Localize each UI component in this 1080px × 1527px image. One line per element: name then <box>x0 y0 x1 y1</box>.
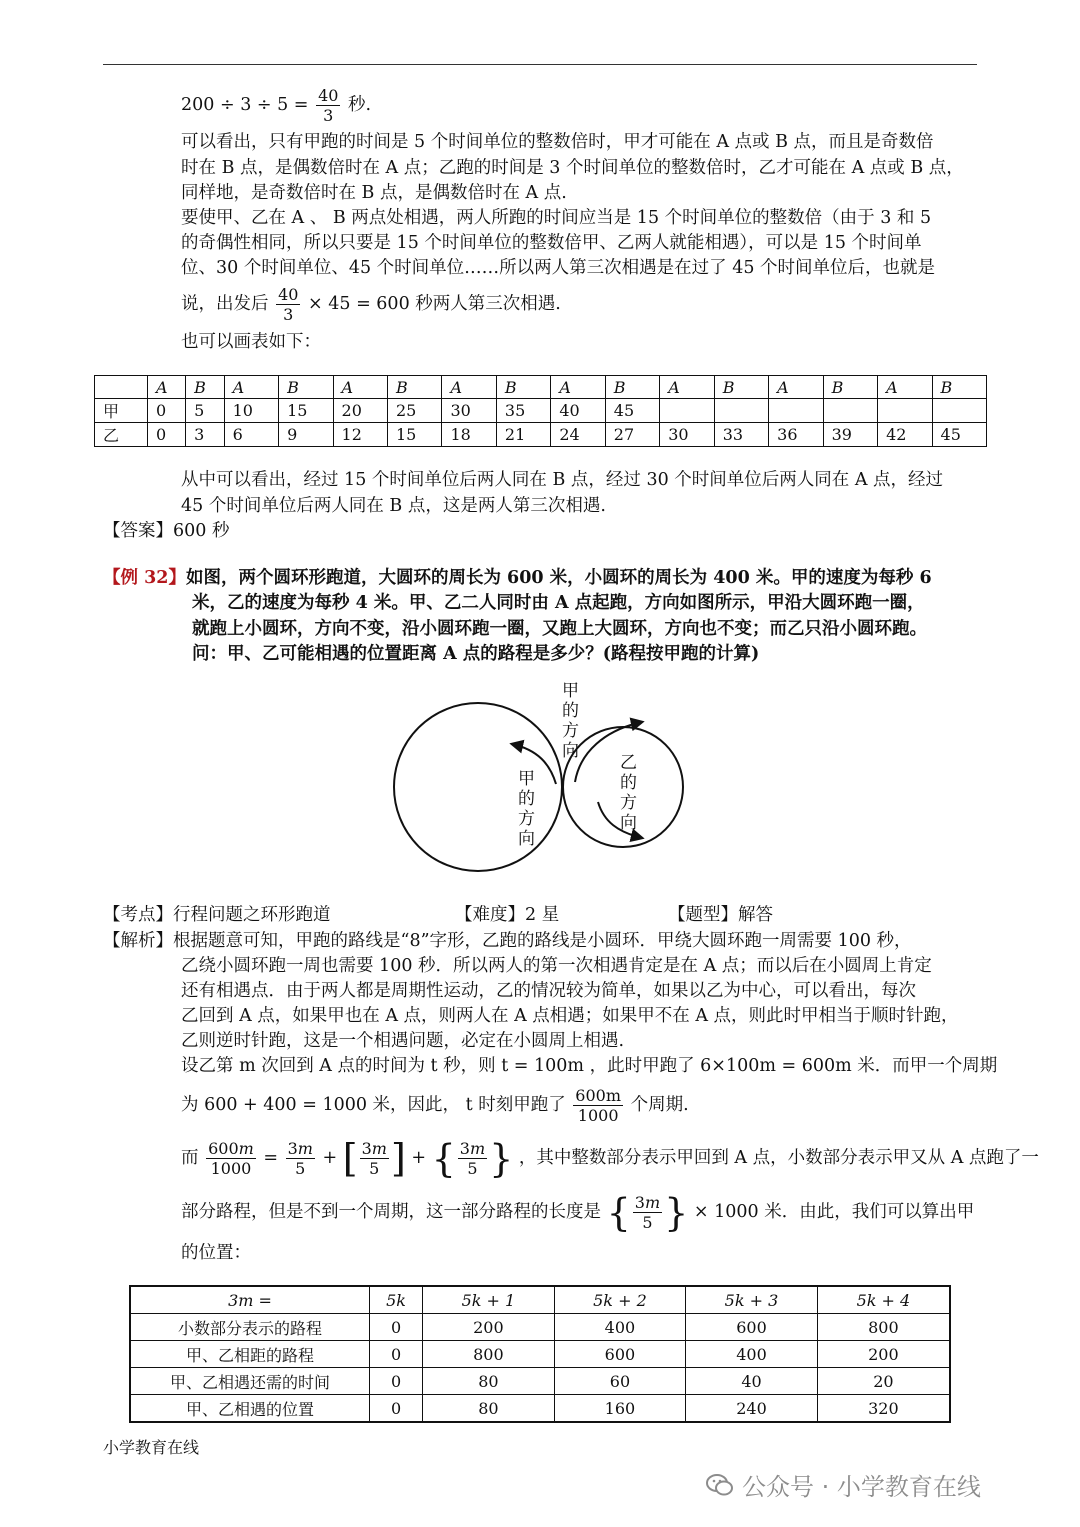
table-cell: 0 <box>148 399 186 423</box>
table-cell: 5k + 1 <box>423 1286 555 1314</box>
table-cell: 800 <box>423 1341 555 1368</box>
table-row <box>130 1341 950 1368</box>
jiexi-label: 【解析】 <box>103 931 173 951</box>
para3-line2: 45 个时间单位后两人同在 B 点，这是两人第三次相遇. <box>181 496 606 516</box>
para2-line1: 要使甲、乙在 A 、 B 两点处相遇，两人所跑的时间应当是 15 个时间单位的整数倍（由于 3 和 5 <box>181 208 932 228</box>
table-cell: 甲 <box>95 399 148 423</box>
svg-text:的: 的 <box>562 701 579 721</box>
table-cell: B <box>932 376 986 399</box>
table-cell: 12 <box>333 423 387 447</box>
table-cell: 20 <box>817 1368 950 1395</box>
para1-line2: 时在 B 点，是偶数倍时在 A 点；乙跑的时间是 3 个时间单位的整数倍时，乙才可能在 A 点或 B 点， <box>181 158 964 178</box>
table-cell: 3m = <box>130 1286 370 1314</box>
jiexi-line3: 还有相遇点．由于两人都是周期性运动，乙的情况较为简单，如果以乙为中心，可以看出，每次 <box>181 981 916 1001</box>
answer-label: 【答案】 <box>103 521 173 541</box>
header-rule <box>103 64 977 65</box>
label-top: 甲 <box>562 681 579 701</box>
jiexi-line1: 【解析】根据题意可知，甲跑的路线是“8”字形，乙跑的路线是小圆环．甲绕大圆环跑一周需要 100 秒， <box>103 931 912 951</box>
meta-tixing: 【题型】解答 <box>668 905 773 925</box>
table-cell: 15 <box>279 399 333 423</box>
table-cell: 24 <box>551 423 605 447</box>
table-cell: 10 <box>224 399 278 423</box>
table-cell: 39 <box>823 423 877 447</box>
svg-text:方: 方 <box>620 793 637 813</box>
table-cell: B <box>279 376 333 399</box>
table-cell: 35 <box>496 399 550 423</box>
table-cell <box>878 399 932 423</box>
table-cell: B <box>605 376 659 399</box>
table-intro: 也可以画表如下： <box>181 332 321 352</box>
para3-line1: 从中可以看出，经过 15 个时间单位后两人同在 B 点，经过 30 个时间单位后两人同在 A 点，经过 <box>181 470 944 490</box>
table-cell: 42 <box>878 423 932 447</box>
table-cell: B <box>714 376 768 399</box>
jiexi-line6: 设乙第 m 次回到 A 点的时间为 t 秒，则 t = 100m ，此时甲跑了 6×100m = 600m 米．而甲一个周期 <box>181 1056 998 1076</box>
table-cell: 45 <box>932 423 986 447</box>
jiexi-line9: 部分路程，但是不到一个周期，这一部分路程的长度是 { $\frac{3m}{5}$ } × 1000 米．由此，我们可以算出甲 <box>181 1190 975 1235</box>
meta-kaodian: 【考点】行程问题之环形跑道 <box>103 905 331 925</box>
table-cell: A <box>333 376 387 399</box>
table-cell: 200 <box>423 1314 555 1341</box>
table-cell: 0 <box>370 1314 423 1341</box>
table-cell: 6 <box>224 423 278 447</box>
table-cell: 0 <box>370 1395 423 1423</box>
table-cell: 甲、乙相遇的位置 <box>130 1395 370 1423</box>
table-cell: 33 <box>714 423 768 447</box>
table-cell: 320 <box>817 1395 950 1423</box>
table-row <box>130 1395 950 1423</box>
table-cell: 27 <box>605 423 659 447</box>
svg-text:方: 方 <box>562 721 579 741</box>
svg-text:向: 向 <box>620 813 637 833</box>
table-cell: 5k <box>370 1286 423 1314</box>
table-cell <box>660 399 714 423</box>
table-cell: 小数部分表示的路程 <box>130 1314 370 1341</box>
jiexi-line8: 而 $\frac{600m}{1000}$ = $\frac{3m}{5}$ + [ $\frac{3m}{5}$ ] + { $\frac{3m}{5}$ } ，其中整数部分表示甲回到 A 点，小数部分表示甲又从 A 点跑了一 <box>181 1136 1039 1181</box>
example-line1: 【例 32】如图，两个圆环形跑道，大圆环的周长为 600 米，小圆环的周长为 400 米。甲的速度为每秒 6 <box>103 568 932 588</box>
table-cell: 160 <box>554 1395 686 1423</box>
large-circle <box>394 703 562 871</box>
jiexi-line5: 乙则逆时针跑，这是一个相遇问题，必定在小圆周上相遇. <box>181 1031 625 1051</box>
para1-line1: 可以看出，只有甲跑的时间是 5 个时间单位的整数倍时，甲才可能在 A 点或 B 点，而且是奇数倍 <box>181 132 934 152</box>
table-cell <box>769 399 823 423</box>
jiexi-line10: 的位置： <box>181 1243 251 1263</box>
table-cell: 40 <box>686 1368 818 1395</box>
table-cell: 5k + 4 <box>817 1286 950 1314</box>
table-cell: 240 <box>686 1395 818 1423</box>
svg-text:向: 向 <box>562 741 579 761</box>
table-cell: 600 <box>554 1341 686 1368</box>
table-cell: 80 <box>423 1395 555 1423</box>
table-cell: 45 <box>605 399 659 423</box>
position-table-header <box>130 1286 950 1314</box>
jiexi-line7: 为 600 + 400 = 1000 米，因此， t 时刻甲跑了 $\frac{600m}{1000}$ 个周期. <box>181 1086 689 1125</box>
equation-1: 200 ÷ 3 ÷ 5 = $\frac{40}{3}$ 秒. <box>181 86 372 125</box>
para2-line2: 的奇偶性相同，所以只要是 15 个时间单位的整数倍甲、乙两人就能相遇），可以是 15 个时间单 <box>181 233 922 253</box>
jiexi-line4: 乙回到 A 点，如果甲也在 A 点，则两人在 A 点相遇；如果甲不在 A 点，则此时甲相当于顺时针跑， <box>181 1006 959 1026</box>
wechat-icon <box>706 1473 734 1497</box>
table-cell: 400 <box>686 1341 818 1368</box>
table-row-jia <box>95 399 987 423</box>
example-label: 【例 32】 <box>103 568 186 588</box>
example-line2: 米，乙的速度为每秒 4 米。甲、乙二人同时由 A 点起跑，方向如图所示，甲沿大圆环跑一圈， <box>192 593 925 613</box>
table-cell <box>714 399 768 423</box>
table-cell: 甲、乙相遇还需的时间 <box>130 1368 370 1395</box>
table-cell: 0 <box>370 1368 423 1395</box>
answer <box>103 519 229 543</box>
table-cell: A <box>442 376 496 399</box>
equation-2: 说，出发后 $\frac{40}{3}$ × 45 = 600 秒两人第三次相遇. <box>181 285 561 324</box>
time-table <box>94 375 987 447</box>
table-cell: 9 <box>279 423 333 447</box>
time-table-header <box>95 376 987 399</box>
table-cell: 60 <box>554 1368 686 1395</box>
table-cell: 30 <box>660 423 714 447</box>
example-line3: 就跑上小圆环，方向不变，沿小圆环跑一圈，又跑上大圆环，方向也不变；而乙只沿小圆环跑。 <box>192 619 927 639</box>
table-cell: 80 <box>423 1368 555 1395</box>
table-cell: 800 <box>817 1314 950 1341</box>
para1-line3: 同样地，是奇数倍时在 B 点，是偶数倍时在 A 点. <box>181 183 567 203</box>
table-cell <box>823 399 877 423</box>
table-row <box>130 1314 950 1341</box>
table-cell: A <box>551 376 605 399</box>
table-cell: 15 <box>387 423 441 447</box>
two-circles-diagram <box>380 672 700 892</box>
watermark: 公众号 · 小学教育在线 <box>706 1467 981 1502</box>
table-cell: A <box>660 376 714 399</box>
table-cell: 30 <box>442 399 496 423</box>
table-cell <box>95 376 148 399</box>
svg-text:向: 向 <box>518 829 535 849</box>
table-cell: 0 <box>148 423 186 447</box>
table-cell: 36 <box>769 423 823 447</box>
table-row <box>130 1368 950 1395</box>
table-cell: 5k + 2 <box>554 1286 686 1314</box>
table-cell: A <box>148 376 186 399</box>
table-cell: 21 <box>496 423 550 447</box>
table-cell: B <box>496 376 550 399</box>
svg-text:的: 的 <box>620 773 637 793</box>
label-left: 甲 <box>518 769 535 789</box>
svg-text:方: 方 <box>518 809 535 829</box>
table-cell: 0 <box>370 1341 423 1368</box>
table-cell: 乙 <box>95 423 148 447</box>
table-cell: A <box>769 376 823 399</box>
table-cell: B <box>387 376 441 399</box>
table-cell: B <box>823 376 877 399</box>
table-cell <box>932 399 986 423</box>
meta-nandu: 【难度】2 星 <box>455 905 560 925</box>
table-cell: A <box>878 376 932 399</box>
position-table <box>129 1285 951 1423</box>
para2-line3: 位、30 个时间单位、45 个时间单位……所以两人第三次相遇是在过了 45 个时间单位后，也就是 <box>181 258 936 278</box>
footer-text: 小学教育在线 <box>103 1438 200 1457</box>
table-cell: 400 <box>554 1314 686 1341</box>
label-right: 乙 <box>620 753 637 773</box>
table-cell: 200 <box>817 1341 950 1368</box>
table-cell: 600 <box>686 1314 818 1341</box>
table-cell: A <box>224 376 278 399</box>
svg-text:的: 的 <box>518 789 535 809</box>
table-cell: 3 <box>186 423 225 447</box>
table-row-yi <box>95 423 987 447</box>
table-cell: 20 <box>333 399 387 423</box>
jiexi-line2: 乙绕小圆环跑一周也需要 100 秒．所以两人的第一次相遇肯定是在 A 点；而以后在小圆周上肯定 <box>181 956 932 976</box>
table-cell: 40 <box>551 399 605 423</box>
answer-value: 600 秒 <box>173 521 230 541</box>
table-cell: 5 <box>186 399 225 423</box>
table-cell: 甲、乙相距的路程 <box>130 1341 370 1368</box>
table-cell: B <box>186 376 225 399</box>
example-line4: 问：甲、乙可能相遇的位置距离 A 点的路程是多少？(路程按甲跑的计算) <box>192 644 760 664</box>
table-cell: 25 <box>387 399 441 423</box>
table-cell: 5k + 3 <box>686 1286 818 1314</box>
table-cell: 18 <box>442 423 496 447</box>
